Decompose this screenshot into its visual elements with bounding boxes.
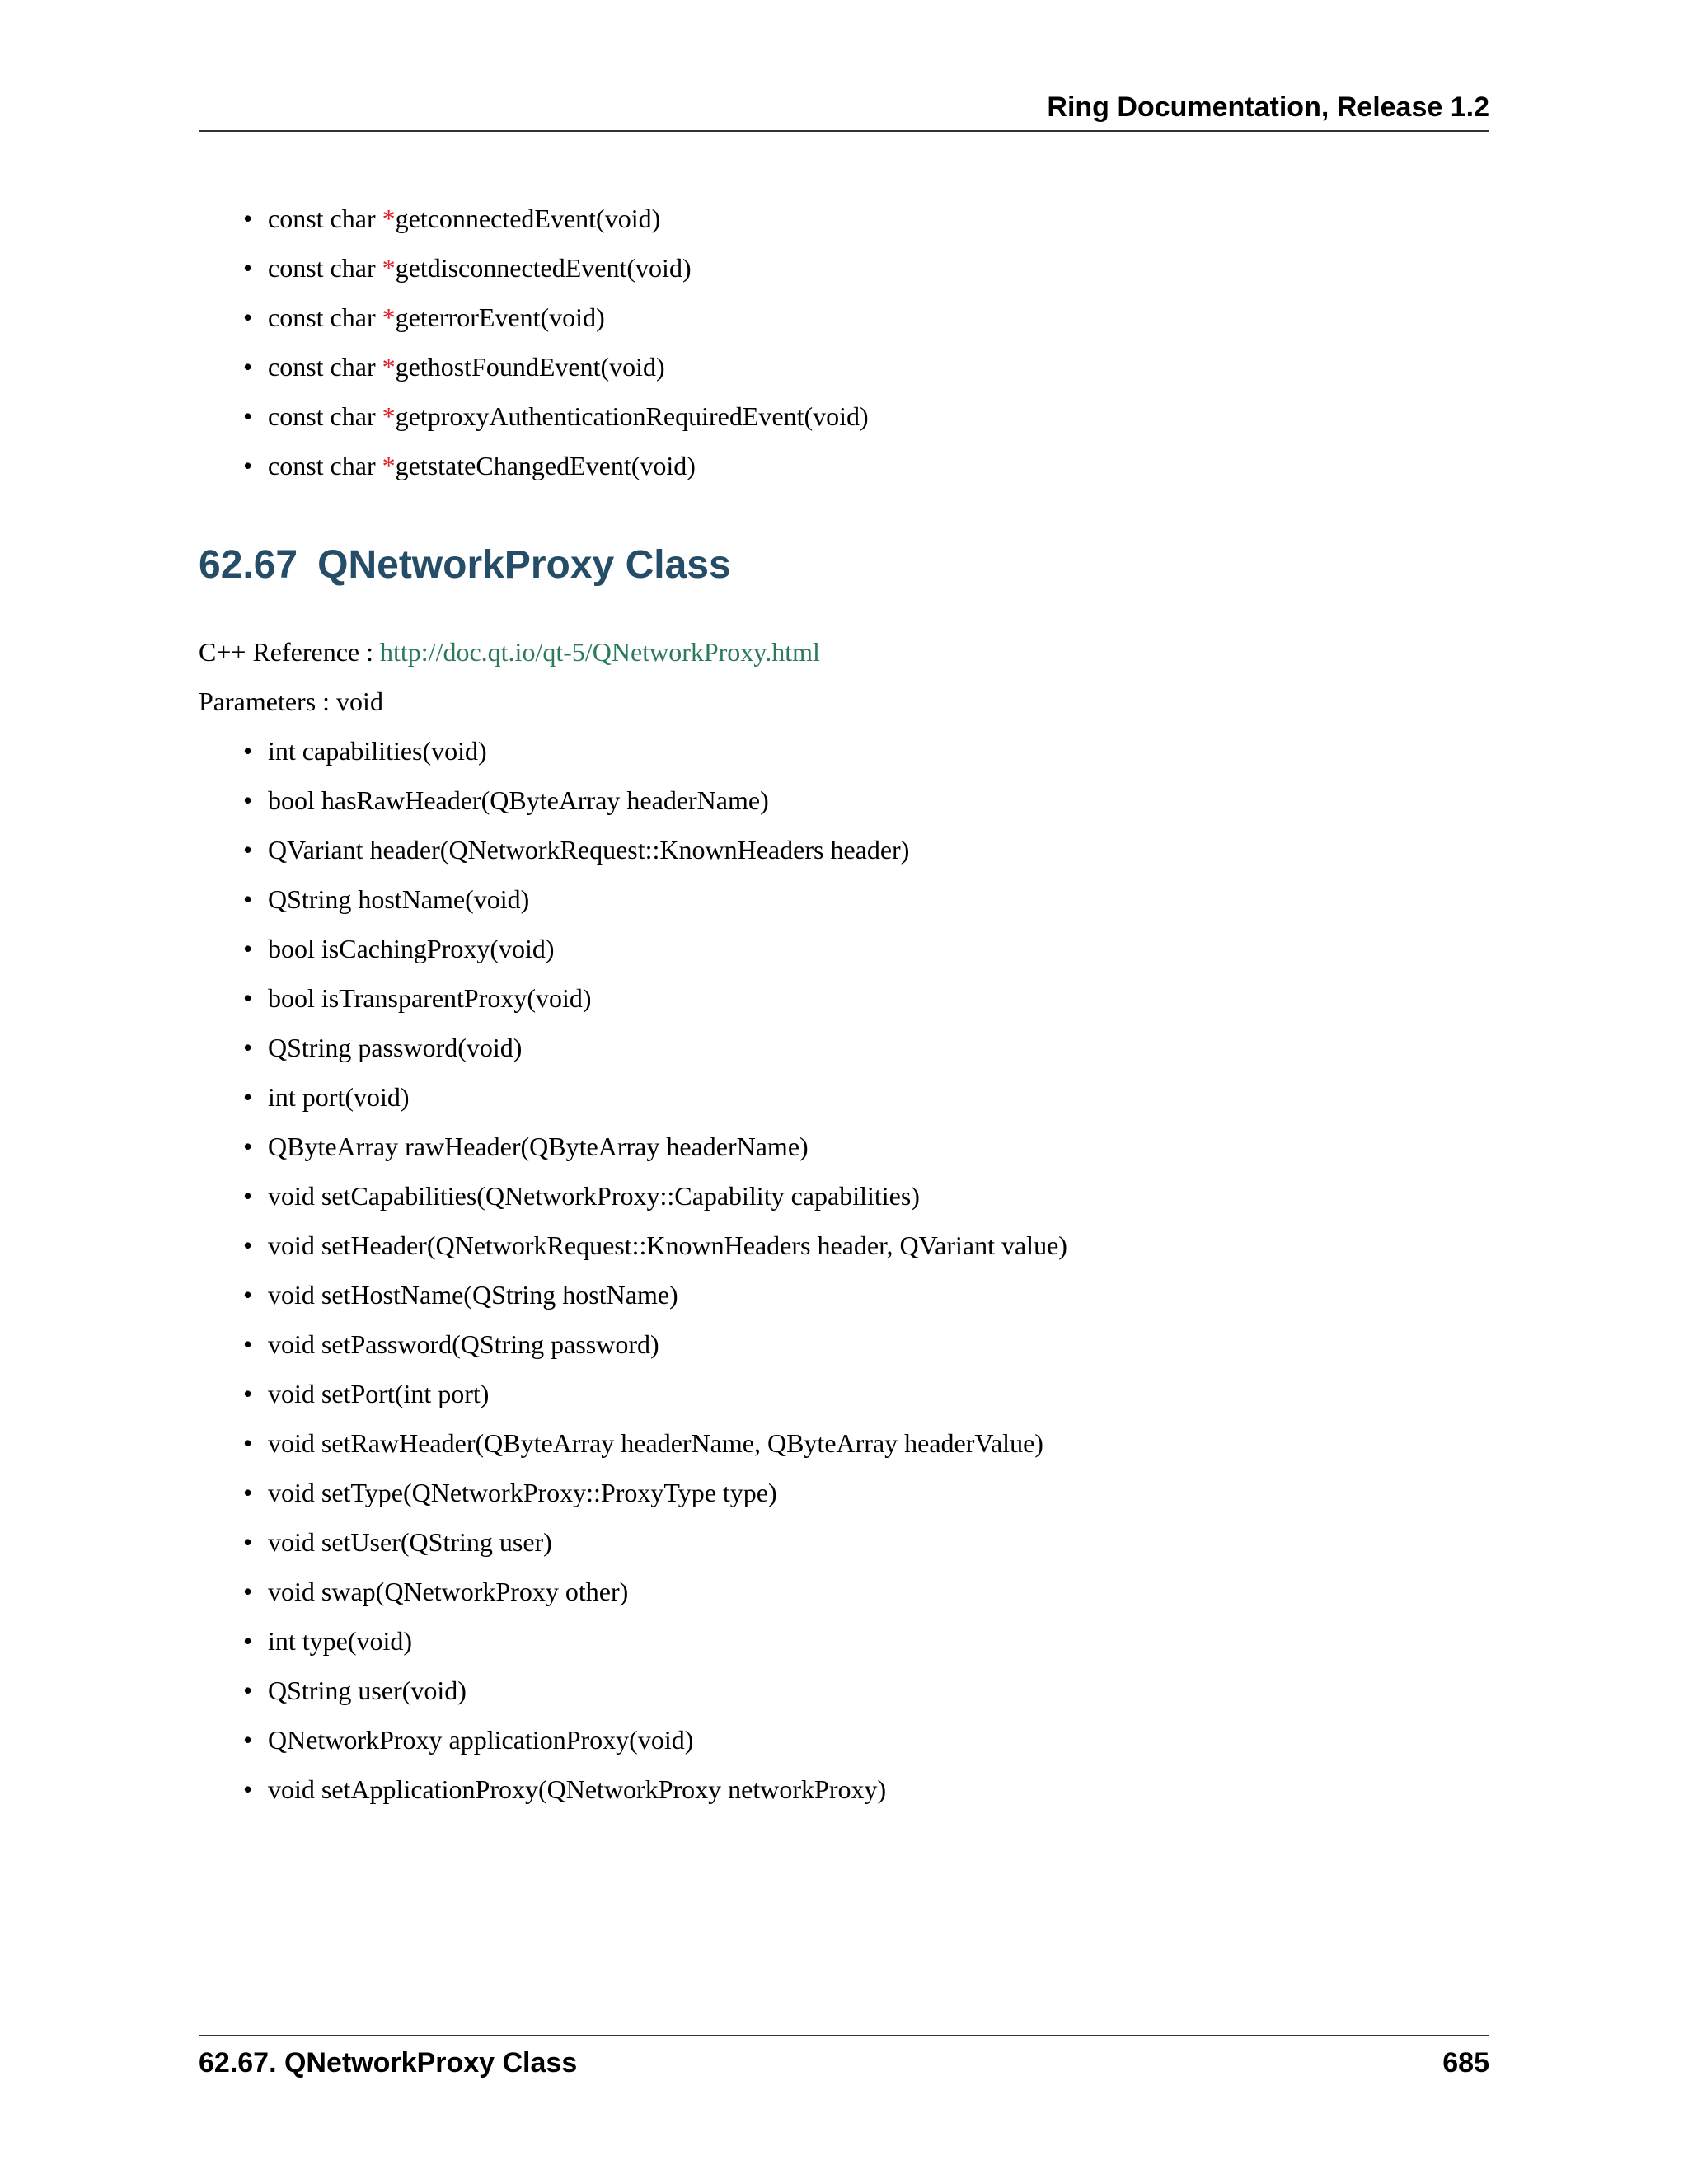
list-item <box>243 1031 1067 1080</box>
list-item <box>243 833 1067 883</box>
bullet-icon: • <box>243 1230 253 1260</box>
list-item <box>243 1723 1067 1773</box>
method-signature: void setHeader(QNetworkRequest::KnownHeaders header, QVariant value) <box>268 1230 1067 1260</box>
list-item <box>243 1773 1067 1822</box>
method-signature: void setApplicationProxy(QNetworkProxy networkProxy) <box>268 1774 887 1804</box>
bullet-icon: • <box>243 1082 253 1112</box>
method-signature: void setUser(QString user) <box>268 1527 552 1557</box>
pointer-star: * <box>382 401 396 431</box>
item-name: getdisconnectedEvent(void) <box>395 253 692 283</box>
section-number: 62.67 <box>199 543 298 587</box>
bullet-icon: • <box>243 1181 253 1211</box>
list-item <box>243 350 869 400</box>
list-item <box>243 202 869 251</box>
list-item <box>243 1179 1067 1229</box>
section-heading <box>199 541 731 590</box>
bullet-icon: • <box>243 934 253 963</box>
method-signature: void setPort(int port) <box>268 1379 490 1408</box>
bullet-icon: • <box>243 736 253 766</box>
page-header <box>199 91 1489 132</box>
item-name: gethostFoundEvent(void) <box>395 352 665 382</box>
bullet-icon: • <box>243 1626 253 1656</box>
method-signature: void setRawHeader(QByteArray headerName, QByteArray headerValue) <box>268 1428 1043 1458</box>
bullet-icon: • <box>243 1428 253 1458</box>
list-item <box>243 784 1067 833</box>
page-footer <box>199 2035 1489 2086</box>
list-item <box>243 449 869 499</box>
pointer-star: * <box>382 451 396 480</box>
method-signature: bool hasRawHeader(QByteArray headerName) <box>268 785 769 815</box>
item-name: geterrorEvent(void) <box>395 302 605 332</box>
item-prefix: const char <box>268 352 382 382</box>
list-item <box>243 1624 1067 1674</box>
list-item <box>243 251 869 301</box>
bullet-icon: • <box>243 1329 253 1359</box>
bullet-icon: • <box>243 352 253 382</box>
bullet-icon: • <box>243 785 253 815</box>
list-item <box>243 1674 1067 1723</box>
list-item <box>243 301 869 350</box>
bullet-icon: • <box>243 1577 253 1606</box>
bullet-icon: • <box>243 1725 253 1755</box>
list-item <box>243 1229 1067 1278</box>
list-item <box>243 982 1067 1031</box>
list-item <box>243 883 1067 932</box>
bullet-icon: • <box>243 1675 253 1705</box>
method-signature: void swap(QNetworkProxy other) <box>268 1577 629 1606</box>
bullet-icon: • <box>243 835 253 865</box>
footer-section-title: 62.67. QNetworkProxy Class <box>199 2047 578 2079</box>
cpp-reference <box>199 635 820 668</box>
bullet-icon: • <box>243 983 253 1013</box>
method-signature: void setCapabilities(QNetworkProxy::Capability capabilities) <box>268 1181 920 1211</box>
bullet-icon: • <box>243 1774 253 1804</box>
method-signature: QString hostName(void) <box>268 884 530 914</box>
method-list <box>243 734 1067 1822</box>
list-item <box>243 1575 1067 1624</box>
bullet-icon: • <box>243 451 253 480</box>
list-item <box>243 400 869 449</box>
bullet-icon: • <box>243 302 253 332</box>
method-signature: int capabilities(void) <box>268 736 487 766</box>
bullet-icon: • <box>243 253 253 283</box>
list-item <box>243 1377 1067 1427</box>
list-item <box>243 1526 1067 1575</box>
item-prefix: const char <box>268 401 382 431</box>
method-signature: bool isTransparentProxy(void) <box>268 983 592 1013</box>
item-prefix: const char <box>268 204 382 233</box>
method-signature: QVariant header(QNetworkRequest::KnownHeaders header) <box>268 835 910 865</box>
item-prefix: const char <box>268 451 382 480</box>
bullet-icon: • <box>243 1280 253 1310</box>
list-item <box>243 1080 1067 1130</box>
bullet-icon: • <box>243 1478 253 1507</box>
pointer-star: * <box>382 352 396 382</box>
method-signature: int type(void) <box>268 1626 413 1656</box>
method-signature: int port(void) <box>268 1082 410 1112</box>
list-item <box>243 1427 1067 1476</box>
list-item <box>243 1278 1067 1328</box>
method-signature: QNetworkProxy applicationProxy(void) <box>268 1725 694 1755</box>
bullet-icon: • <box>243 1379 253 1408</box>
bullet-icon: • <box>243 1033 253 1062</box>
pointer-star: * <box>382 253 396 283</box>
list-item <box>243 932 1067 982</box>
parameters-text: Parameters : void <box>199 687 383 716</box>
pointer-star: * <box>382 302 396 332</box>
bullet-icon: • <box>243 401 253 431</box>
method-signature: void setHostName(QString hostName) <box>268 1280 678 1310</box>
bullet-icon: • <box>243 884 253 914</box>
bullet-icon: • <box>243 1132 253 1161</box>
reference-label: C++ Reference : <box>199 637 380 667</box>
bullet-icon: • <box>243 204 253 233</box>
method-signature: void setType(QNetworkProxy::ProxyType type) <box>268 1478 777 1507</box>
method-signature: QString password(void) <box>268 1033 523 1062</box>
method-signature: void setPassword(QString password) <box>268 1329 659 1359</box>
method-signature: QByteArray rawHeader(QByteArray headerName) <box>268 1132 809 1161</box>
list-item <box>243 1130 1067 1179</box>
document-title: Ring Documentation, Release 1.2 <box>1047 91 1489 123</box>
page-number: 685 <box>1442 2047 1489 2079</box>
reference-link[interactable]: http://doc.qt.io/qt-5/QNetworkProxy.html <box>380 637 820 667</box>
item-name: getstateChangedEvent(void) <box>395 451 696 480</box>
bullet-icon: • <box>243 1527 253 1557</box>
list-item <box>243 1328 1067 1377</box>
list-item <box>243 734 1067 784</box>
method-signature: QString user(void) <box>268 1675 467 1705</box>
method-signature: bool isCachingProxy(void) <box>268 934 555 963</box>
event-getter-list <box>243 202 869 499</box>
item-name: getconnectedEvent(void) <box>395 204 661 233</box>
item-name: getproxyAuthenticationRequiredEvent(void) <box>395 401 869 431</box>
section-title-text: QNetworkProxy Class <box>317 543 731 587</box>
list-item <box>243 1476 1067 1526</box>
item-prefix: const char <box>268 302 382 332</box>
item-prefix: const char <box>268 253 382 283</box>
pointer-star: * <box>382 204 396 233</box>
